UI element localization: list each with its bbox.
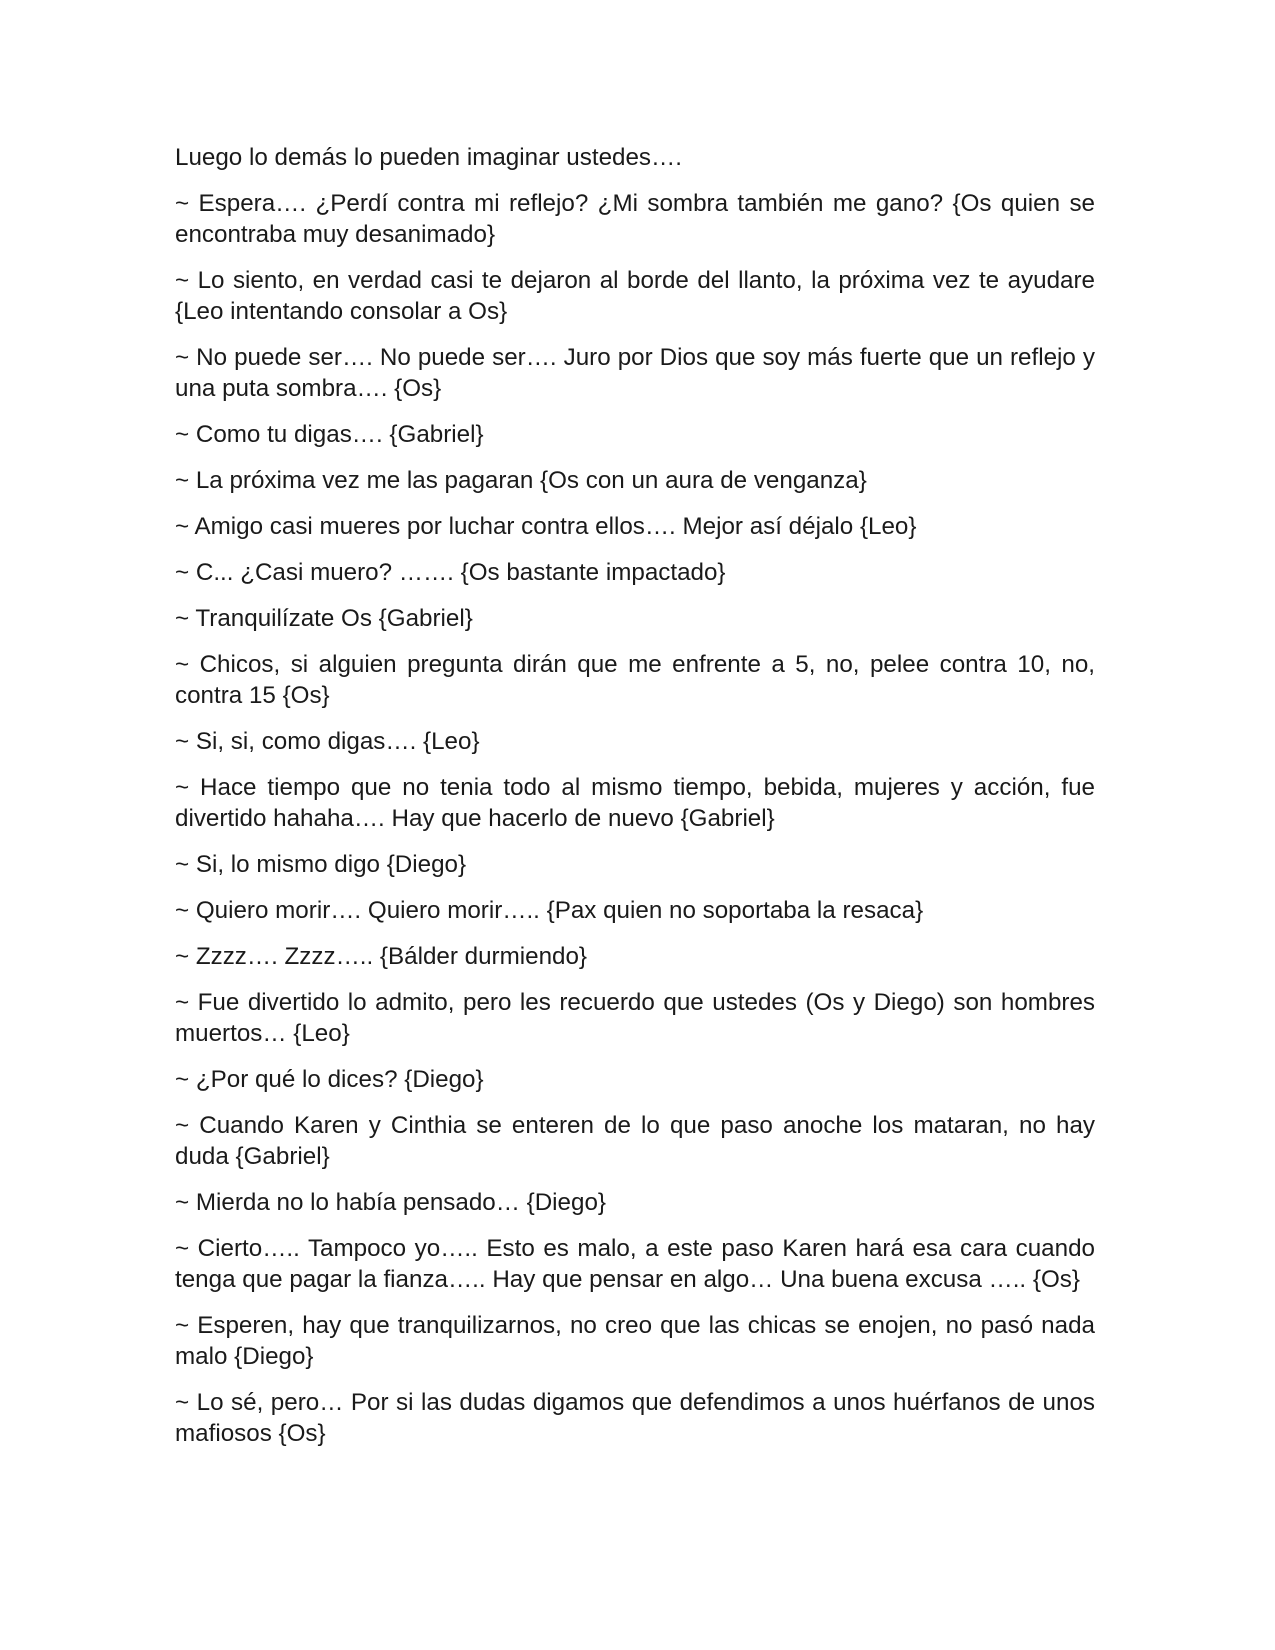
dialogue-line: ~ Amigo casi mueres por luchar contra ellos…. Mejor así déjalo {Leo} (175, 513, 917, 540)
document-page (175, 142, 1095, 1464)
dialogue-line: ~ Como tu digas…. {Gabriel} (175, 421, 484, 448)
dialogue-line: ~ Espera…. ¿Perdí contra mi reflejo? ¿Mi sombra también me gano? {Os quien se encontraba muy desanimado} (175, 190, 1095, 248)
dialogue-line: ~ Lo sé, pero… Por si las dudas digamos que defendimos a unos huérfanos de unos mafiosos {Os} (175, 1389, 1095, 1447)
dialogue-line: ~ Quiero morir…. Quiero morir….. {Pax quien no soportaba la resaca} (175, 897, 924, 924)
dialogue-line: ~ Tranquilízate Os {Gabriel} (175, 605, 473, 632)
dialogue-line: ~ Fue divertido lo admito, pero les recuerdo que ustedes (Os y Diego) son hombres muertos… {Leo} (175, 989, 1095, 1047)
dialogue-line: ~ Mierda no lo había pensado… {Diego} (175, 1189, 606, 1216)
dialogue-line: ~ ¿Por qué lo dices? {Diego} (175, 1066, 484, 1093)
dialogue-line: ~ Esperen, hay que tranquilizarnos, no creo que las chicas se enojen, no pasó nada malo {Diego} (175, 1312, 1095, 1370)
dialogue-line: ~ Cierto….. Tampoco yo….. Esto es malo, a este paso Karen hará esa cara cuando tenga que pagar la fianza….. Hay que pensar en algo… Una buena excusa ….. {Os} (175, 1235, 1095, 1293)
dialogue-line: ~ Zzzz…. Zzzz….. {Bálder durmiendo} (175, 943, 588, 970)
dialogue-line: ~ Hace tiempo que no tenia todo al mismo tiempo, bebida, mujeres y acción, fue divertido hahaha…. Hay que hacerlo de nuevo {Gabriel} (175, 774, 1095, 832)
dialogue-line: ~ La próxima vez me las pagaran {Os con un aura de venganza} (175, 467, 867, 494)
dialogue-line: ~ Cuando Karen y Cinthia se enteren de lo que paso anoche los mataran, no hay duda {Gabriel} (175, 1112, 1095, 1170)
dialogue-line: ~ Si, lo mismo digo {Diego} (175, 851, 467, 878)
paragraph-intro: Luego lo demás lo pueden imaginar ustedes…. (175, 144, 682, 171)
dialogue-line: ~ Chicos, si alguien pregunta dirán que me enfrente a 5, no, pelee contra 10, no, contra 15 {Os} (175, 651, 1095, 709)
dialogue-line: ~ No puede ser…. No puede ser…. Juro por Dios que soy más fuerte que un reflejo y una puta sombra…. {Os} (175, 344, 1095, 402)
dialogue-line: ~ Si, si, como digas…. {Leo} (175, 728, 480, 755)
dialogue-line: ~ Lo siento, en verdad casi te dejaron al borde del llanto, la próxima vez te ayudare {Leo intentando consolar a Os} (175, 267, 1095, 325)
dialogue-line: ~ C... ¿Casi muero? ……. {Os bastante impactado} (175, 559, 726, 586)
